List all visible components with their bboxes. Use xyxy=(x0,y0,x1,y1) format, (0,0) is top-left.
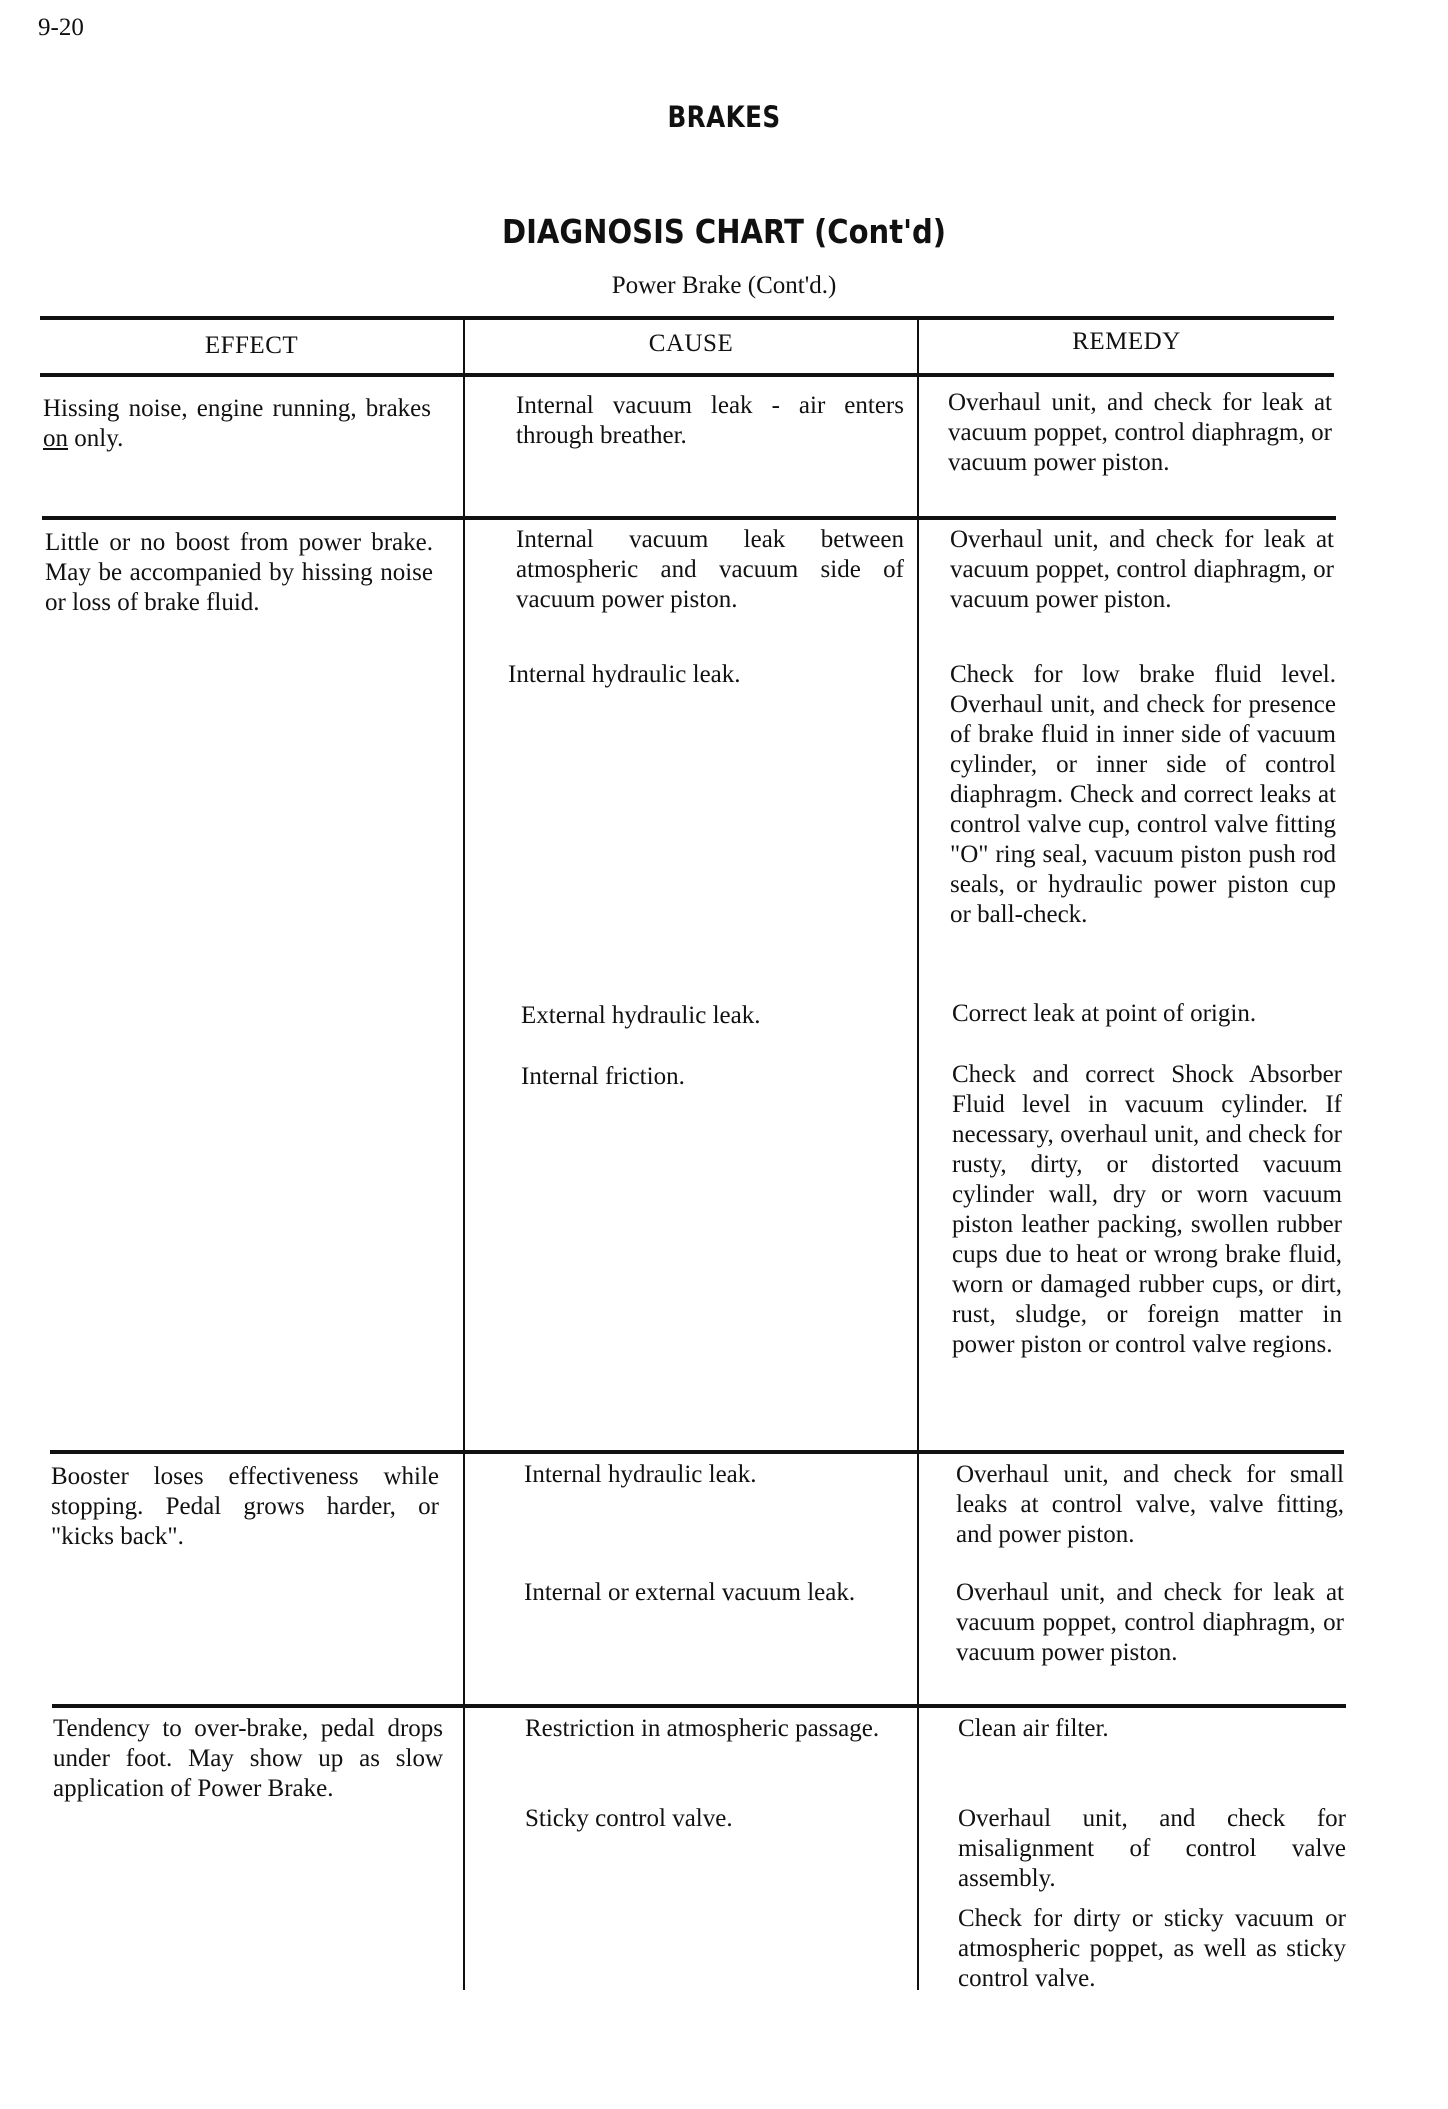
column-divider-cause-remedy xyxy=(917,316,919,1990)
chart-title: DIAGNOSIS CHART (Cont'd) xyxy=(501,212,947,251)
row-3-effect: Booster loses effectiveness while stopping. Pedal grows harder, or "kicks back". xyxy=(51,1463,439,1550)
effect-text-before: Hissing noise, engine running, brakes xyxy=(43,395,431,422)
row-2-cause-1: Internal vacuum leak between atmospheric and vacuum side of vacuum power piston. xyxy=(516,526,904,613)
row-4-effect: Tendency to over-brake, pedal drops under foot. May show up as slow application of Power Brake. xyxy=(53,1715,443,1802)
row-3-remedy-2: Overhaul unit, and check for leak at vacuum poppet, control diaphragm, or vacuum power piston. xyxy=(956,1579,1344,1666)
row-4-cause-2: Sticky control valve. xyxy=(525,1805,733,1832)
header-bottom-rule xyxy=(40,373,1334,377)
section-title: BRAKES xyxy=(667,100,781,134)
page-number: 9-20 xyxy=(38,14,84,41)
row-1-effect xyxy=(43,394,431,454)
row-1-cause-1: Internal vacuum leak - air enters through breather. xyxy=(516,392,904,449)
row-1-bottom-rule xyxy=(42,516,1336,520)
effect-text-underlined: on xyxy=(43,425,68,452)
column-divider-effect-cause xyxy=(463,318,465,1990)
row-4-remedy-2: Overhaul unit, and check for misalignment of control valve assembly. xyxy=(958,1805,1346,1892)
header-effect: EFFECT xyxy=(204,332,299,359)
row-2-remedy-3: Correct leak at point of origin. xyxy=(952,1000,1257,1027)
row-3-remedy-1: Overhaul unit, and check for small leaks at control valve, valve fitting, and power piston. xyxy=(956,1461,1344,1548)
row-3-cause-2: Internal or external vacuum leak. xyxy=(524,1579,856,1606)
row-1-remedy-1: Overhaul unit, and check for leak at vacuum poppet, control diaphragm, or vacuum power piston. xyxy=(948,389,1332,476)
row-2-remedy-1: Overhaul unit, and check for leak at vacuum poppet, control diaphragm, or vacuum power piston. xyxy=(950,526,1334,613)
row-2-cause-2: Internal hydraulic leak. xyxy=(508,661,741,688)
row-2-effect: Little or no boost from power brake. May be accompanied by hissing noise or loss of brake fluid. xyxy=(45,529,433,616)
row-3-bottom-rule xyxy=(52,1704,1346,1708)
table-top-rule xyxy=(40,316,1334,320)
row-2-remedy-4: Check and correct Shock Absorber Fluid level in vacuum cylinder. If necessary, overhaul unit, and check for rusty, dirty, or distorted vacuum cylinder wall, dry or worn vacuum piston leather packing, swollen rubber cups due to heat or wrong brake fluid, worn or damaged rubber cups, or dirt, rust, sludge, or foreign matter in power piston or control valve regions. xyxy=(952,1061,1342,1358)
chart-subtitle: Power Brake (Cont'd.) xyxy=(611,272,837,299)
row-3-cause-1: Internal hydraulic leak. xyxy=(524,1461,757,1488)
header-remedy: REMEDY xyxy=(1072,328,1181,355)
row-2-remedy-2: Check for low brake fluid level. Overhaul unit, and check for presence of brake fluid in inner side of vacuum cylinder, or inner side of control diaphragm. Check and correct leaks at control valve cup, control valve fitting "O" ring seal, vacuum piston push rod seals, or hydraulic power piston cup or ball-check. xyxy=(950,661,1336,928)
header-cause: CAUSE xyxy=(648,330,734,357)
row-4-cause-1: Restriction in atmospheric passage. xyxy=(525,1715,880,1742)
row-2-cause-4: Internal friction. xyxy=(521,1063,685,1090)
effect-text-after: only. xyxy=(68,425,124,452)
row-4-remedy-1: Clean air filter. xyxy=(958,1715,1109,1742)
row-2-cause-3: External hydraulic leak. xyxy=(521,1002,761,1029)
row-4-remedy-3: Check for dirty or sticky vacuum or atmospheric poppet, as well as sticky control valve. xyxy=(958,1905,1346,1992)
row-2-bottom-rule xyxy=(50,1450,1344,1454)
